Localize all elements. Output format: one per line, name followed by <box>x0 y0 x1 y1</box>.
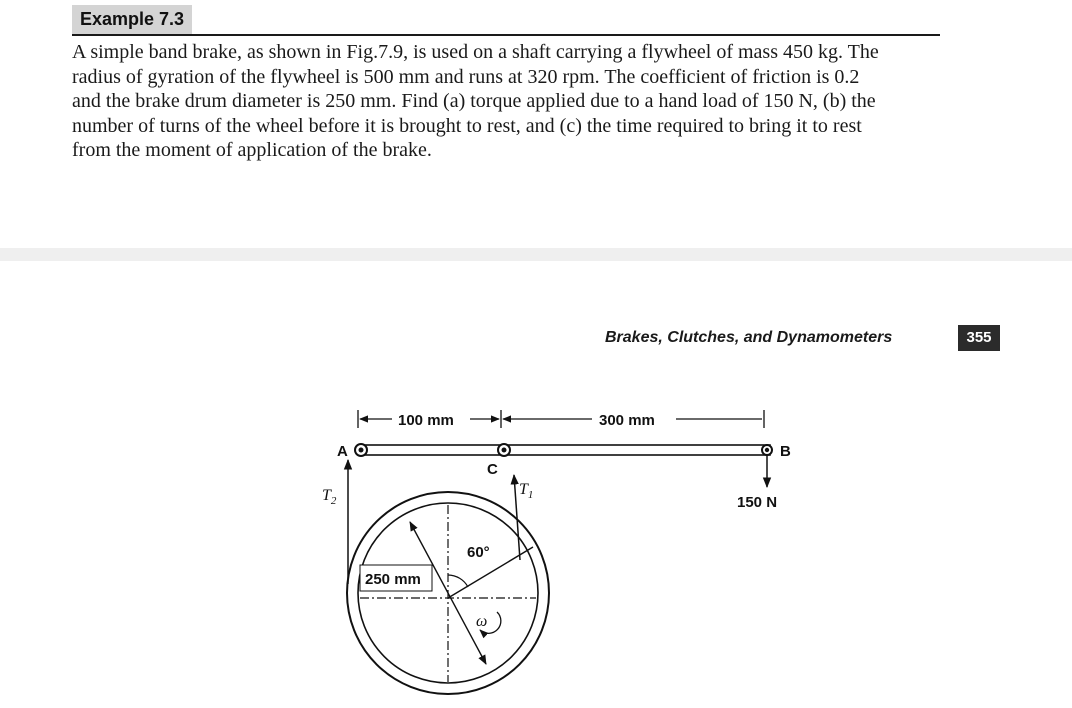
angle-label: 60° <box>467 544 490 561</box>
load-label: 150 N <box>737 494 778 511</box>
label-a: A <box>337 443 348 460</box>
tension-t2-label: $T_2$ <box>322 487 337 507</box>
point-b-center <box>765 448 769 452</box>
label-b: B <box>780 443 791 460</box>
diameter-label: 250 mm <box>365 571 421 588</box>
problem-line: and the brake drum diameter is 250 mm. Find (a) torque applied due to a hand load of 150 N, (b) the <box>72 90 876 112</box>
omega-label: ω <box>476 613 488 630</box>
fulcrum-c-center <box>502 448 507 453</box>
page-number: 355 <box>958 325 1000 351</box>
problem-line: from the moment of application of the brake. <box>72 139 432 161</box>
label-c: C <box>487 461 498 478</box>
problem-line: A simple band brake, as shown in Fig.7.9, is used on a shaft carrying a flywheel of mass 450 kg. The <box>72 41 879 63</box>
pivot-a-center <box>359 448 364 453</box>
angle-radius-line <box>448 547 533 598</box>
dim-left-label: 100 mm <box>398 412 454 429</box>
running-head: Brakes, Clutches, and Dynamometers <box>605 329 893 346</box>
problem-line: number of turns of the wheel before it is brought to rest, and (c) the time required to bring it to rest <box>72 114 862 137</box>
example-title: Example 7.3 <box>72 5 192 34</box>
angle-arc <box>448 575 468 587</box>
brake-lever <box>358 445 770 455</box>
problem-line: radius of gyration of the flywheel is 500 mm and runs at 320 rpm. The coefficient of friction is 0.2 <box>72 65 860 88</box>
tension-t1-label: $T_1$ <box>519 481 534 501</box>
dim-right-label: 300 mm <box>599 412 655 429</box>
